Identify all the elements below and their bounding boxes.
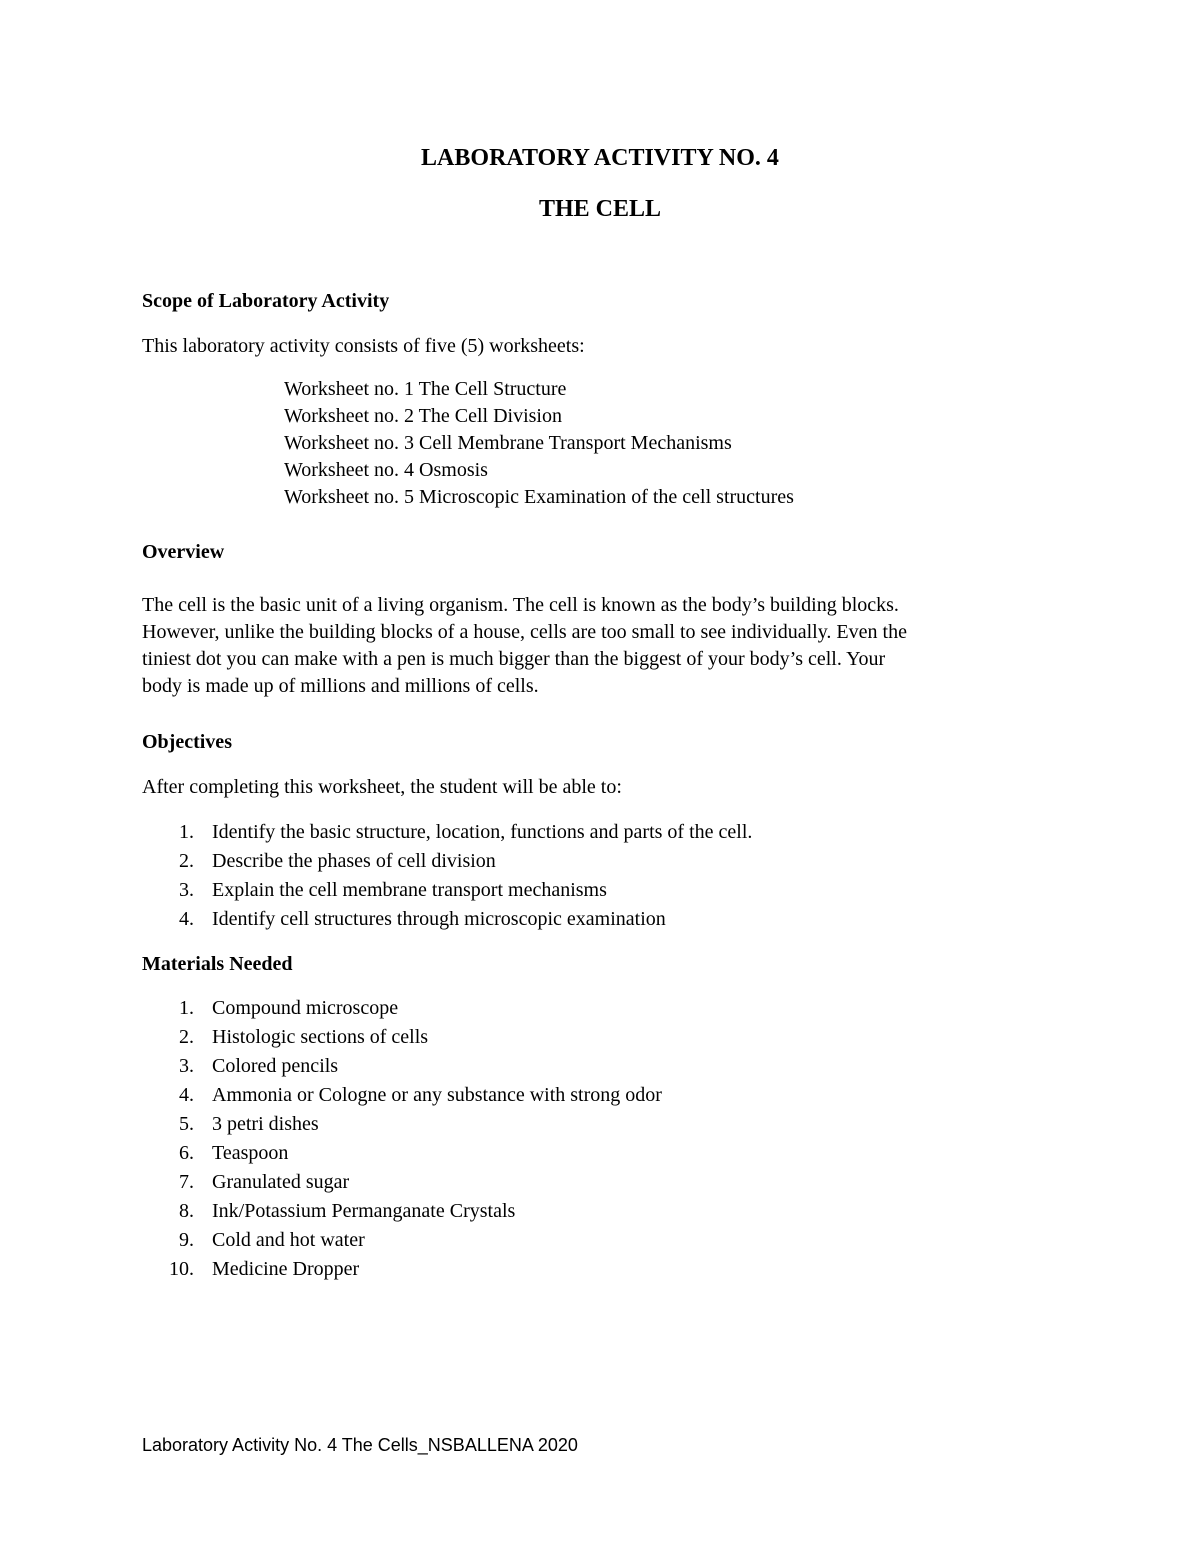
material-number: 5. <box>179 1113 194 1135</box>
material-number: 2. <box>179 1026 194 1048</box>
page-footer: Laboratory Activity No. 4 The Cells_NSBALLENA 2020 <box>142 1435 578 1455</box>
objectives-heading: Objectives <box>142 731 232 753</box>
objective-number: 2. <box>179 850 194 872</box>
worksheet-list <box>284 377 794 512</box>
objective-text: Explain the cell membrane transport mechanisms <box>212 879 607 901</box>
worksheet-item: Worksheet no. 5 Microscopic Examination of the cell structures <box>284 486 794 508</box>
material-number: 6. <box>179 1142 194 1164</box>
objective-number: 1. <box>179 821 194 843</box>
material-text: Cold and hot water <box>212 1229 365 1251</box>
material-number: 9. <box>179 1229 194 1251</box>
material-number: 3. <box>179 1055 194 1077</box>
overview-line: body is made up of millions and millions of cells. <box>142 675 539 697</box>
overview-heading: Overview <box>142 541 225 563</box>
material-number: 4. <box>179 1084 194 1106</box>
document-subtitle: THE CELL <box>538 196 662 222</box>
materials-heading: Materials Needed <box>142 953 293 975</box>
objectives-intro: After completing this worksheet, the student will be able to: <box>142 776 622 798</box>
material-number: 10. <box>169 1258 194 1280</box>
objective-number: 4. <box>179 908 194 930</box>
objective-text: Identify the basic structure, location, functions and parts of the cell. <box>212 821 753 843</box>
material-text: Granulated sugar <box>212 1171 350 1193</box>
material-number: 8. <box>179 1200 194 1222</box>
overview-paragraph <box>142 593 1062 701</box>
overview-line: However, unlike the building blocks of a house, cells are too small to see individually. Even the <box>142 621 907 643</box>
material-text: Colored pencils <box>212 1055 339 1077</box>
material-text: Ammonia or Cologne or any substance with strong odor <box>212 1084 662 1106</box>
material-text: Ink/Potassium Permanganate Crystals <box>212 1200 516 1222</box>
document-title: LABORATORY ACTIVITY NO. 4 <box>421 145 779 171</box>
scope-heading: Scope of Laboratory Activity <box>142 290 390 312</box>
objective-text: Identify cell structures through microscopic examination <box>212 908 666 930</box>
material-text: Histologic sections of cells <box>212 1026 429 1048</box>
overview-line: The cell is the basic unit of a living organism. The cell is known as the body’s building blocks. <box>142 594 899 616</box>
material-text: Teaspoon <box>212 1142 289 1164</box>
worksheet-item: Worksheet no. 3 Cell Membrane Transport Mechanisms <box>284 432 732 454</box>
objective-text: Describe the phases of cell division <box>212 850 496 872</box>
material-number: 1. <box>179 997 194 1019</box>
worksheet-item: Worksheet no. 1 The Cell Structure <box>284 378 567 400</box>
overview-line: tiniest dot you can make with a pen is much bigger than the biggest of your body’s cell. Your <box>142 648 886 670</box>
material-number: 7. <box>179 1171 194 1193</box>
scope-intro: This laboratory activity consists of five (5) worksheets: <box>142 335 585 357</box>
material-text: Medicine Dropper <box>212 1258 360 1280</box>
objective-number: 3. <box>179 879 194 901</box>
worksheet-item: Worksheet no. 4 Osmosis <box>284 459 488 481</box>
worksheet-item: Worksheet no. 2 The Cell Division <box>284 405 562 427</box>
material-text: 3 petri dishes <box>212 1113 319 1135</box>
material-text: Compound microscope <box>212 997 399 1019</box>
